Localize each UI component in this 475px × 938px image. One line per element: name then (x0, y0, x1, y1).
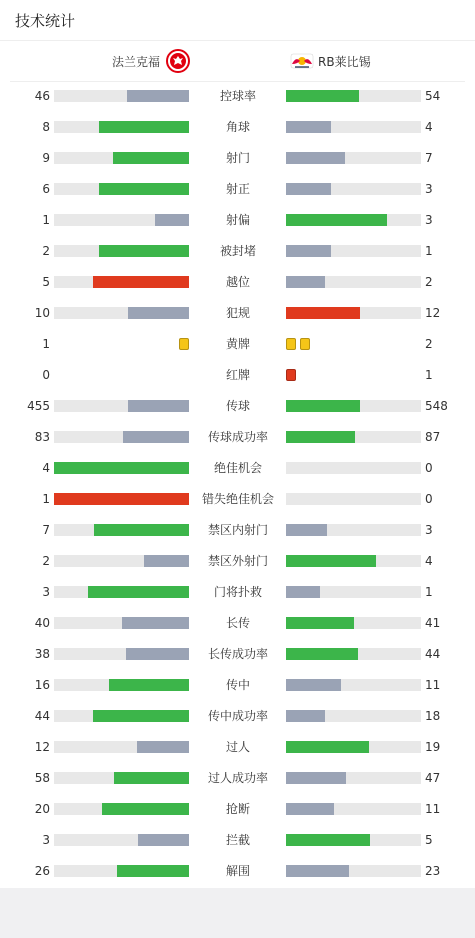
home-stat-value: 2 (42, 554, 50, 568)
stat-row (0, 675, 475, 695)
home-stat-bar (54, 214, 189, 226)
home-stat-bar-fill (99, 183, 189, 195)
home-stat-bar (54, 462, 189, 474)
stat-label: 红牌 (225, 368, 250, 382)
stat-label: 传中 (225, 678, 250, 692)
stat-row (0, 396, 475, 416)
away-stat-bar (286, 772, 421, 784)
home-stat-value: 38 (34, 647, 50, 661)
away-stat-bar-fill (286, 555, 376, 567)
home-stat-bar-fill (54, 493, 189, 505)
away-stat-value: 41 (425, 616, 441, 630)
away-stat-bar (286, 90, 421, 102)
away-stat-bar (286, 741, 421, 753)
rb-leipzig-logo-icon (290, 51, 314, 71)
home-stat-bar (54, 276, 189, 288)
home-stat-value: 8 (42, 120, 50, 134)
stat-row (0, 582, 475, 602)
home-stat-bar-fill (88, 586, 189, 598)
away-stat-bar (286, 586, 421, 598)
stat-row (0, 551, 475, 571)
stat-row (0, 148, 475, 168)
away-stat-bar-fill (286, 679, 341, 691)
stat-label: 射门 (225, 151, 250, 165)
stat-row (0, 737, 475, 757)
home-stat-bar-fill (128, 307, 189, 319)
away-stat-bar (286, 431, 421, 443)
home-stat-bar-fill (54, 462, 189, 474)
home-stat-bar (54, 710, 189, 722)
away-stat-bar (286, 121, 421, 133)
home-stat-bar (54, 648, 189, 660)
stat-label: 门将扑救 (213, 585, 262, 599)
home-stat-bar-fill (128, 400, 189, 412)
stat-label: 长传成功率 (207, 647, 268, 661)
away-stat-bar-fill (286, 183, 331, 195)
away-stat-value: 2 (425, 275, 433, 289)
stat-label: 射偏 (225, 213, 250, 227)
title-divider (0, 40, 475, 41)
away-stat-value: 0 (425, 492, 433, 506)
home-stat-bar (54, 772, 189, 784)
stat-row (0, 334, 475, 354)
away-stat-bar (286, 400, 421, 412)
home-stat-bar (54, 400, 189, 412)
home-stat-bar (54, 555, 189, 567)
stat-row (0, 241, 475, 261)
home-stat-bar-fill (155, 214, 189, 226)
eintracht-frankfurt-logo-icon (166, 49, 190, 73)
away-stat-value: 7 (425, 151, 433, 165)
stat-label: 传球成功率 (207, 430, 268, 444)
yellow-card-icon (179, 338, 189, 350)
home-stat-bar (54, 493, 189, 505)
home-stat-value: 1 (42, 492, 50, 506)
stat-label: 越位 (225, 275, 250, 289)
home-stat-value: 16 (34, 678, 50, 692)
away-stat-bar (286, 617, 421, 629)
stat-label: 绝佳机会 (213, 461, 262, 475)
away-stat-bar (286, 462, 421, 474)
away-stat-bar-fill (286, 803, 334, 815)
away-stat-bar (286, 245, 421, 257)
away-stat-bar (286, 834, 421, 846)
away-stat-bar (286, 803, 421, 815)
stat-label: 禁区外射门 (207, 554, 268, 568)
home-stat-value: 455 (27, 399, 50, 413)
stat-label: 长传 (225, 616, 250, 630)
home-stat-value: 1 (42, 337, 50, 351)
away-stat-value: 4 (425, 554, 433, 568)
away-team-name: RB莱比锡 (318, 54, 371, 69)
home-stat-bar-fill (102, 803, 189, 815)
away-stat-value: 54 (425, 89, 441, 103)
away-stat-bar (286, 865, 421, 877)
home-stat-value: 10 (34, 306, 50, 320)
yellow-card-icon (300, 338, 310, 350)
home-stat-value: 1 (42, 213, 50, 227)
header-divider (10, 81, 465, 82)
home-stat-bar (54, 834, 189, 846)
home-stat-bar (54, 617, 189, 629)
away-stat-bar-fill (286, 152, 345, 164)
home-stat-bar-fill (144, 555, 189, 567)
stat-label: 角球 (225, 120, 250, 134)
stat-row (0, 272, 475, 292)
home-stat-bar-fill (138, 834, 189, 846)
away-stat-bar-fill (286, 400, 360, 412)
away-stat-bar-fill (286, 586, 320, 598)
away-stat-value: 11 (425, 802, 441, 816)
away-stat-value: 4 (425, 120, 433, 134)
stat-row (0, 861, 475, 881)
away-stat-value: 5 (425, 833, 433, 847)
home-stat-bar-fill (93, 710, 189, 722)
home-stat-bar-fill (122, 617, 189, 629)
away-stat-bar-fill (286, 834, 370, 846)
away-stat-bar (286, 493, 421, 505)
home-stat-bar (54, 586, 189, 598)
away-stat-bar-fill (286, 307, 360, 319)
away-stat-bar-fill (286, 214, 387, 226)
away-stat-value: 548 (425, 399, 448, 413)
home-stat-bar (54, 431, 189, 443)
home-stat-bar-fill (114, 772, 189, 784)
home-stat-bar-fill (127, 90, 189, 102)
stat-row (0, 830, 475, 850)
home-stat-bar-fill (94, 524, 189, 536)
stat-label: 过人成功率 (207, 771, 268, 785)
home-team-name: 法兰克福 (111, 54, 160, 69)
home-stat-value: 83 (34, 430, 50, 444)
stat-row (0, 86, 475, 106)
away-stat-bar-fill (286, 865, 349, 877)
stat-label: 控球率 (219, 89, 256, 103)
away-stat-bar (286, 555, 421, 567)
home-stat-bar (54, 865, 189, 877)
home-stat-value: 46 (34, 89, 50, 103)
away-stat-value: 44 (425, 647, 441, 661)
stat-label: 犯规 (225, 306, 250, 320)
home-stat-bar-fill (123, 431, 189, 443)
away-stat-bar (286, 307, 421, 319)
away-stat-bar-fill (286, 121, 331, 133)
stat-label: 解围 (225, 864, 250, 878)
away-cards (286, 338, 421, 350)
away-stat-value: 2 (425, 337, 433, 351)
home-stat-bar (54, 803, 189, 815)
away-stat-value: 3 (425, 213, 433, 227)
home-stat-bar-fill (126, 648, 189, 660)
stat-row (0, 489, 475, 509)
home-cards (54, 338, 189, 350)
away-stat-value: 11 (425, 678, 441, 692)
stat-label: 射正 (225, 182, 250, 196)
home-stat-value: 0 (42, 368, 50, 382)
home-stat-bar (54, 307, 189, 319)
home-stat-bar-fill (113, 152, 189, 164)
away-stat-bar (286, 152, 421, 164)
away-stat-bar (286, 276, 421, 288)
away-stat-bar-fill (286, 524, 327, 536)
stat-row (0, 799, 475, 819)
home-stat-value: 26 (34, 864, 50, 878)
stat-label: 黄牌 (225, 337, 250, 351)
stat-row (0, 644, 475, 664)
home-stat-value: 58 (34, 771, 50, 785)
away-stat-bar-fill (286, 772, 346, 784)
home-stat-bar (54, 741, 189, 753)
stat-label: 传球 (225, 399, 250, 413)
stat-label: 抢断 (225, 802, 250, 816)
away-stat-value: 1 (425, 244, 433, 258)
section-title: 技术统计 (15, 12, 76, 30)
home-stat-bar (54, 524, 189, 536)
away-stat-value: 18 (425, 709, 441, 723)
stat-row (0, 613, 475, 633)
home-stat-bar-fill (137, 741, 189, 753)
stat-row (0, 179, 475, 199)
yellow-card-icon (286, 338, 296, 350)
home-stat-bar-fill (117, 865, 189, 877)
away-cards (286, 369, 421, 381)
stat-label: 传中成功率 (207, 709, 268, 723)
stat-label: 错失绝佳机会 (201, 492, 274, 506)
home-stat-value: 7 (42, 523, 50, 537)
away-stat-bar-fill (286, 431, 355, 443)
stat-row (0, 458, 475, 478)
away-stat-value: 87 (425, 430, 441, 444)
away-stat-bar-fill (286, 741, 369, 753)
stat-row (0, 210, 475, 230)
away-stat-bar (286, 214, 421, 226)
home-stat-bar-fill (93, 276, 189, 288)
away-stat-bar (286, 710, 421, 722)
away-stat-value: 23 (425, 864, 441, 878)
home-stat-value: 20 (34, 802, 50, 816)
stat-label: 被封堵 (219, 244, 256, 258)
away-team-header (290, 48, 450, 74)
home-stat-bar (54, 90, 189, 102)
home-stat-value: 2 (42, 244, 50, 258)
away-stat-value: 3 (425, 182, 433, 196)
away-stat-bar (286, 648, 421, 660)
home-stat-value: 44 (34, 709, 50, 723)
home-cards (54, 369, 189, 381)
stat-row (0, 706, 475, 726)
stat-label: 过人 (225, 740, 250, 754)
home-stat-value: 40 (34, 616, 50, 630)
home-stat-bar (54, 245, 189, 257)
away-stat-value: 1 (425, 585, 433, 599)
home-team-header (60, 48, 190, 74)
stat-row (0, 520, 475, 540)
away-stat-value: 0 (425, 461, 433, 475)
away-stat-bar (286, 183, 421, 195)
stat-row (0, 303, 475, 323)
home-stat-bar (54, 679, 189, 691)
stat-row (0, 768, 475, 788)
stat-row (0, 365, 475, 385)
away-stat-bar-fill (286, 710, 325, 722)
away-stat-bar-fill (286, 648, 358, 660)
stat-row (0, 117, 475, 137)
away-stat-value: 47 (425, 771, 441, 785)
away-stat-value: 12 (425, 306, 441, 320)
home-stat-value: 3 (42, 833, 50, 847)
red-card-icon (286, 369, 296, 381)
away-stat-bar-fill (286, 90, 359, 102)
home-stat-bar (54, 183, 189, 195)
stat-row (0, 427, 475, 447)
stat-label: 禁区内射门 (207, 523, 268, 537)
home-stat-bar-fill (109, 679, 189, 691)
home-stat-bar (54, 121, 189, 133)
home-stat-value: 6 (42, 182, 50, 196)
home-stat-bar-fill (99, 121, 189, 133)
away-stat-bar-fill (286, 245, 331, 257)
stat-label: 拦截 (225, 833, 250, 847)
away-stat-value: 19 (425, 740, 441, 754)
away-stat-bar (286, 679, 421, 691)
home-stat-value: 9 (42, 151, 50, 165)
home-stat-value: 12 (34, 740, 50, 754)
away-stat-value: 3 (425, 523, 433, 537)
home-stat-bar (54, 152, 189, 164)
home-stat-value: 5 (42, 275, 50, 289)
away-stat-bar-fill (286, 617, 354, 629)
home-stat-value: 3 (42, 585, 50, 599)
away-stat-value: 1 (425, 368, 433, 382)
home-stat-bar-fill (99, 245, 189, 257)
away-stat-bar (286, 524, 421, 536)
away-stat-bar-fill (286, 276, 325, 288)
home-stat-value: 4 (42, 461, 50, 475)
